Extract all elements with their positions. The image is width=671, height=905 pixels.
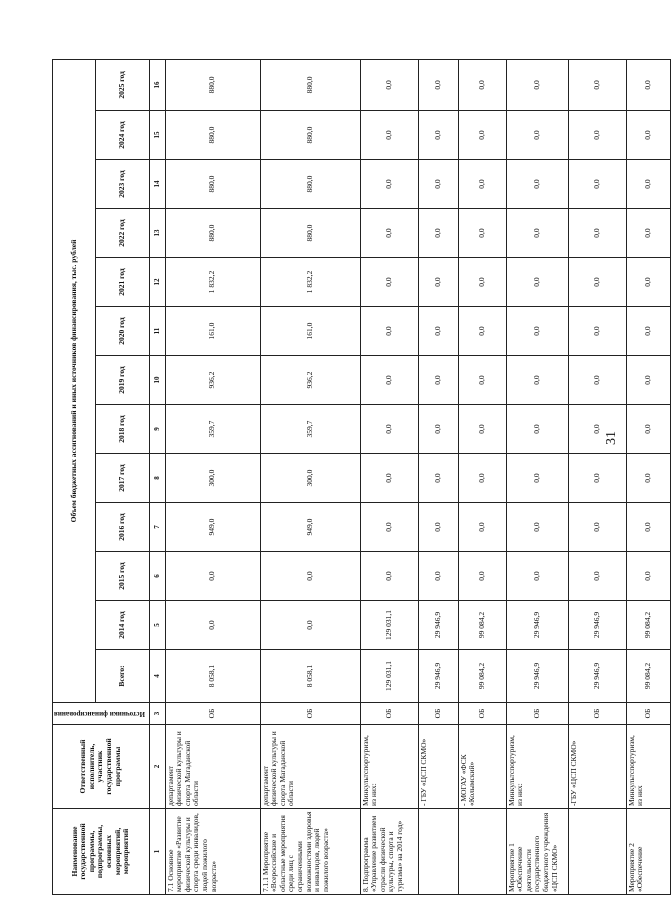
column-number: 13 [149, 209, 165, 258]
row-executor-cell: - ГБУ «ЦСП СКМО» [418, 725, 458, 809]
row-executor-cell: департамент физической культуры и спорта Магаданской области [165, 725, 260, 809]
table-row [506, 59, 568, 894]
row-executor-cell: Минкультспортуризм, из них: [360, 725, 418, 809]
row-value-cell: 0,0 [506, 405, 568, 454]
row-value-cell: 0,0 [260, 552, 360, 601]
header-year: 2023 год [95, 160, 149, 209]
row-value-cell: 0,0 [418, 209, 458, 258]
header-name: Наименование государственной программы, подпрограммы, основных мероприятий, мероприятий [53, 809, 150, 895]
row-value-cell: 0,0 [568, 59, 626, 110]
row-value-cell: 359,7 [260, 405, 360, 454]
row-value-cell: 0,0 [360, 552, 418, 601]
column-number: 7 [149, 503, 165, 552]
row-source-cell: ОБ [360, 703, 418, 725]
row-value-cell: 0,0 [165, 601, 260, 650]
row-name-cell [418, 809, 458, 895]
row-value-cell: 29 946,9 [568, 650, 626, 703]
row-value-cell: 0,0 [506, 454, 568, 503]
row-value-cell: 129 031,1 [360, 650, 418, 703]
column-number: 1 [149, 809, 165, 895]
row-executor-cell: -ГБУ «ЦСП СКМО» [568, 725, 626, 809]
column-number: 4 [149, 650, 165, 703]
row-value-cell: 0,0 [360, 258, 418, 307]
table-body [165, 59, 670, 894]
row-name-cell: Мероприятие 1 «Обеспечение деятельности государственного бюджетного учреждения «ЦСП СКМО» [506, 809, 568, 895]
column-number: 10 [149, 356, 165, 405]
row-value-cell: 99 084,2 [626, 650, 670, 703]
row-value-cell: 0,0 [626, 503, 670, 552]
table-row [260, 59, 360, 894]
column-number: 3 [149, 703, 165, 725]
page-number: 31 [604, 431, 619, 445]
row-value-cell: 8 058,1 [165, 650, 260, 703]
row-value-cell: 0,0 [626, 258, 670, 307]
row-value-cell: 0,0 [626, 59, 670, 110]
column-number: 15 [149, 111, 165, 160]
table-header [53, 59, 166, 894]
row-value-cell: 161,0 [260, 307, 360, 356]
row-value-cell: 0,0 [360, 111, 418, 160]
header-year: 2016 год [95, 503, 149, 552]
header-year: 2020 год [95, 307, 149, 356]
table-row [360, 59, 418, 894]
row-source-cell: ОБ [568, 703, 626, 725]
table-row [568, 59, 626, 894]
row-value-cell: 0,0 [418, 552, 458, 601]
row-value-cell: 0,0 [418, 307, 458, 356]
header-year: 2025 год [95, 59, 149, 110]
row-value-cell: 0,0 [360, 307, 418, 356]
column-number: 6 [149, 552, 165, 601]
header-year: 2024 год [95, 111, 149, 160]
row-executor-cell: департамент физической культуры и спорта Магаданской области [260, 725, 360, 809]
header-year: 2021 год [95, 258, 149, 307]
row-value-cell: 0,0 [418, 59, 458, 110]
header-total: Всего: [95, 650, 149, 703]
row-value-cell: 0,0 [360, 209, 418, 258]
row-value-cell: 0,0 [626, 356, 670, 405]
row-value-cell: 1 832,2 [260, 258, 360, 307]
row-value-cell: 99 084,2 [458, 650, 506, 703]
row-value-cell: 0,0 [506, 160, 568, 209]
row-value-cell: 0,0 [360, 160, 418, 209]
row-value-cell: 0,0 [568, 356, 626, 405]
row-source-cell: ОБ [626, 703, 670, 725]
row-value-cell: 0,0 [458, 209, 506, 258]
table-row [418, 59, 458, 894]
row-value-cell: 880,0 [260, 111, 360, 160]
row-value-cell: 0,0 [568, 405, 626, 454]
row-name-cell: 8. Подпрограмма «Управление развитием отрасли физической культуры, спорта и туризма» на 2014 год» [360, 809, 418, 895]
row-name-cell: Мероприятие 2 «Обеспечение [626, 809, 670, 895]
row-source-cell: ОБ [458, 703, 506, 725]
row-value-cell: 936,2 [165, 356, 260, 405]
column-number: 12 [149, 258, 165, 307]
row-value-cell: 0,0 [360, 503, 418, 552]
row-value-cell: 29 946,9 [418, 650, 458, 703]
row-value-cell: 0,0 [626, 405, 670, 454]
header-year: 2014 год [95, 601, 149, 650]
row-value-cell: 0,0 [360, 356, 418, 405]
rotated-table-wrapper [52, 60, 652, 895]
row-value-cell: 99 084,2 [626, 601, 670, 650]
row-value-cell: 0,0 [418, 356, 458, 405]
row-value-cell: 0,0 [458, 258, 506, 307]
row-value-cell: 0,0 [360, 59, 418, 110]
row-value-cell: 936,2 [260, 356, 360, 405]
row-value-cell: 1 832,2 [165, 258, 260, 307]
row-value-cell: 0,0 [458, 503, 506, 552]
row-name-cell: 7.1.1 Мероприятие «Всероссийские и областные мероприятия среди лиц с ограниченными возможностями здоровья и инвалидов, людей пожилого возраста» [260, 809, 360, 895]
row-value-cell: 0,0 [506, 503, 568, 552]
row-value-cell: 0,0 [568, 258, 626, 307]
column-number: 14 [149, 160, 165, 209]
header-year: 2017 год [95, 454, 149, 503]
row-value-cell: 0,0 [360, 405, 418, 454]
row-value-cell: 359,7 [165, 405, 260, 454]
row-value-cell: 0,0 [626, 160, 670, 209]
column-number: 8 [149, 454, 165, 503]
row-value-cell: 29 946,9 [506, 650, 568, 703]
row-value-cell: 0,0 [418, 258, 458, 307]
row-value-cell: 0,0 [418, 160, 458, 209]
row-value-cell: 0,0 [458, 356, 506, 405]
header-executor: Ответственный исполнитель, участник государственной программы [53, 725, 150, 809]
row-value-cell: 880,0 [260, 160, 360, 209]
row-value-cell: 949,0 [260, 503, 360, 552]
header-year: 2015 год [95, 552, 149, 601]
row-source-cell: ОБ [165, 703, 260, 725]
row-value-cell: 880,0 [165, 160, 260, 209]
financing-table [52, 59, 671, 895]
row-value-cell: 300,0 [260, 454, 360, 503]
row-value-cell: 0,0 [568, 454, 626, 503]
row-value-cell: 0,0 [458, 160, 506, 209]
row-value-cell: 880,0 [260, 209, 360, 258]
row-value-cell: 880,0 [165, 59, 260, 110]
row-value-cell: 0,0 [506, 59, 568, 110]
header-year: 2022 год [95, 209, 149, 258]
row-value-cell: 0,0 [418, 111, 458, 160]
row-value-cell: 0,0 [626, 209, 670, 258]
row-executor-cell: Минкультспортуризм, из них: [506, 725, 568, 809]
header-year: 2018 год [95, 405, 149, 454]
row-value-cell: 0,0 [260, 601, 360, 650]
row-value-cell: 0,0 [418, 503, 458, 552]
table-row [165, 59, 260, 894]
header-volume: Объем бюджетных ассигнований и иных источников финансирования, тыс. рублей [53, 59, 96, 702]
row-value-cell: 0,0 [506, 209, 568, 258]
row-value-cell: 0,0 [458, 111, 506, 160]
row-value-cell: 0,0 [458, 405, 506, 454]
column-number: 2 [149, 725, 165, 809]
row-value-cell: 300,0 [165, 454, 260, 503]
row-value-cell: 0,0 [506, 258, 568, 307]
row-value-cell: 0,0 [626, 454, 670, 503]
row-value-cell: 0,0 [418, 454, 458, 503]
row-value-cell: 0,0 [568, 503, 626, 552]
row-value-cell: 880,0 [165, 111, 260, 160]
row-executor-cell: Минкультспортуризм, из них [626, 725, 670, 809]
row-value-cell: 0,0 [506, 307, 568, 356]
row-name-cell: 7.1 Основное мероприятие «Развитие физической культуры и спорта среди инвалидов, людей пожилого возраста» [165, 809, 260, 895]
row-value-cell: 0,0 [418, 405, 458, 454]
row-source-cell: ОБ [418, 703, 458, 725]
row-value-cell: 0,0 [165, 552, 260, 601]
row-value-cell: 161,0 [165, 307, 260, 356]
row-value-cell: 29 946,9 [506, 601, 568, 650]
column-number: 9 [149, 405, 165, 454]
row-value-cell: 129 031,1 [360, 601, 418, 650]
row-value-cell: 0,0 [458, 552, 506, 601]
row-source-cell: ОБ [506, 703, 568, 725]
table-row [626, 59, 670, 894]
row-value-cell: 0,0 [568, 307, 626, 356]
row-value-cell: 0,0 [626, 307, 670, 356]
row-value-cell: 29 946,9 [418, 601, 458, 650]
row-value-cell: 0,0 [458, 307, 506, 356]
row-value-cell: 0,0 [506, 356, 568, 405]
table-row [458, 59, 506, 894]
header-source: Источники финансирования [53, 703, 150, 725]
row-value-cell: 0,0 [568, 111, 626, 160]
row-value-cell: 949,0 [165, 503, 260, 552]
header-year: 2019 год [95, 356, 149, 405]
column-number: 11 [149, 307, 165, 356]
row-name-cell [458, 809, 506, 895]
row-value-cell: 0,0 [626, 111, 670, 160]
row-value-cell: 880,0 [260, 59, 360, 110]
row-value-cell: 0,0 [360, 454, 418, 503]
row-value-cell: 880,0 [165, 209, 260, 258]
row-value-cell: 8 058,1 [260, 650, 360, 703]
row-value-cell: 0,0 [568, 209, 626, 258]
row-value-cell: 0,0 [458, 59, 506, 110]
row-value-cell: 0,0 [506, 111, 568, 160]
column-number: 16 [149, 59, 165, 110]
row-value-cell: 0,0 [568, 552, 626, 601]
row-source-cell: ОБ [260, 703, 360, 725]
row-name-cell [568, 809, 626, 895]
row-value-cell: 0,0 [506, 552, 568, 601]
row-value-cell: 29 946,9 [568, 601, 626, 650]
row-value-cell: 0,0 [568, 160, 626, 209]
row-value-cell: 0,0 [458, 454, 506, 503]
row-executor-cell: - МОГАУ «ФСК «Колымский» [458, 725, 506, 809]
row-value-cell: 99 084,2 [458, 601, 506, 650]
column-number: 5 [149, 601, 165, 650]
row-value-cell: 0,0 [626, 552, 670, 601]
